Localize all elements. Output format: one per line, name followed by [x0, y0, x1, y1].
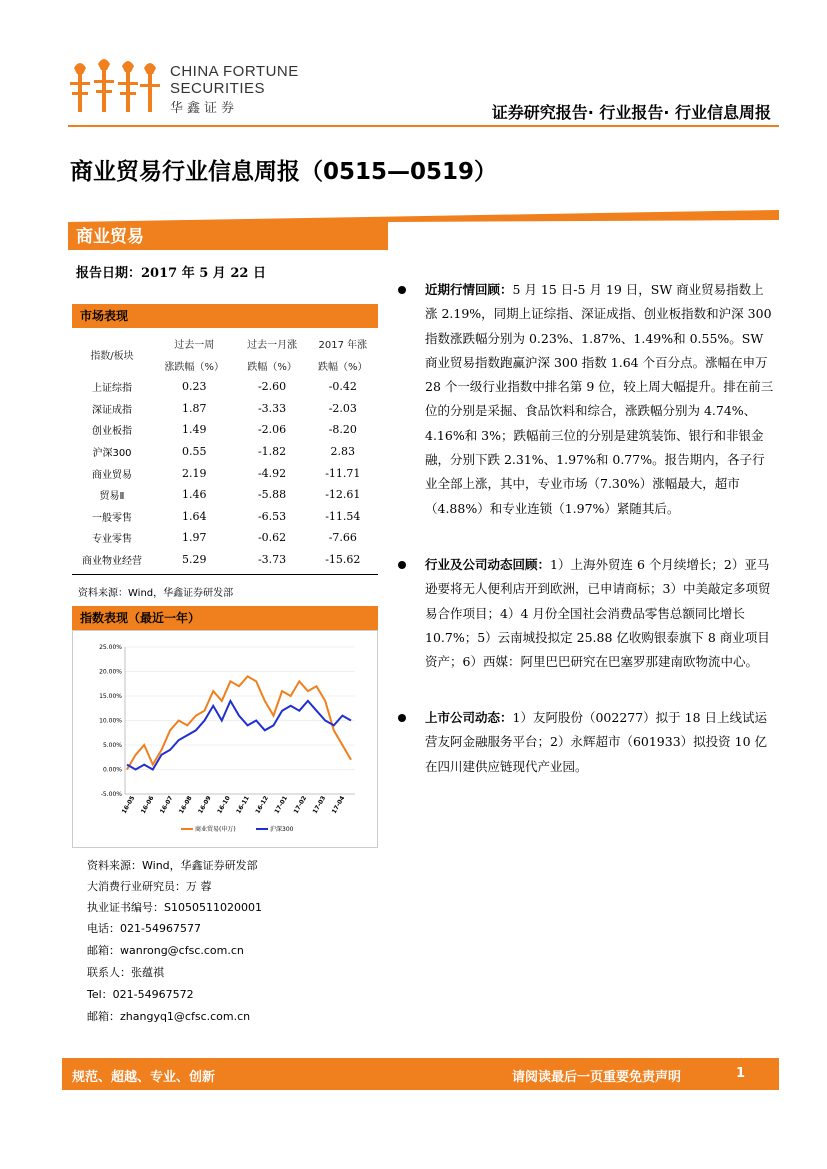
- paragraph-label: 上市公司动态：: [425, 710, 513, 725]
- y-tick-label: 10.00%: [99, 717, 122, 725]
- y-tick-label: -5.00%: [100, 791, 122, 798]
- index-chart-frame: [72, 630, 378, 848]
- table-cell: -11.71: [325, 466, 361, 480]
- paragraph-text: 5 月 15 日-5 月 19 日，SW 商业贸易指数上涨 2.19%，同期上证综指、深证成指、创业板指数和沪深 300 指数涨跌幅分别为 0.23%、1.87%、1.49%和 0.55%。SW 商业贸易指数跑赢沪深 300 指数 1.64 个百分点。涨幅在申万 28 个一级行业指数中排名第 9 位，较上周大幅提升。排在前三位的分别是采掘、食品饮料和综合，涨跌幅分别为 4.74%、4.16%和 3%；跌幅前三位的分别是建筑装饰、银行和非银金融，分别下跌 2.31%、1.97%和 0.77%。报告期内，各子行业全部上涨，其中，专业市场（7.30%）涨幅最大，超市（4.88%）和专业连锁（1.97%）紧随其后。: [425, 282, 774, 516]
- table-cell: -15.62: [325, 553, 361, 567]
- column-header: 过去一月涨: [247, 339, 298, 351]
- x-tick-label: 16-06: [139, 794, 156, 815]
- table-cell: -6.53: [257, 509, 287, 523]
- market-heading: 市场表现: [72, 304, 378, 328]
- document-title: 商业贸易行业信息周报（0515—0519）: [70, 159, 498, 185]
- row-label: 上证综指: [92, 383, 132, 395]
- table-row: [72, 441, 378, 463]
- y-tick-label: 25.00%: [99, 644, 122, 651]
- table-row: [72, 527, 378, 549]
- table-cell: 5.29: [182, 553, 207, 567]
- column-header: 跌幅（%）: [318, 361, 368, 373]
- brand-name-en-line1: CHINA FORTUNE: [170, 63, 299, 80]
- market-table-body: [72, 376, 378, 570]
- table-cell: 0.55: [182, 445, 207, 459]
- y-tick-label: 20.00%: [99, 668, 122, 676]
- x-tick-label: 16-08: [177, 794, 194, 815]
- row-label: 商业贸易: [92, 469, 132, 481]
- paragraph-label: 行业及公司动态回顾：: [425, 557, 551, 572]
- table-cell: -11.54: [325, 509, 361, 523]
- brand-name-cn: 华鑫证券: [170, 101, 239, 116]
- column-header: 指数/板块: [90, 350, 134, 362]
- paragraph-text: 1）上海外贸连 6 个月续增长；2）亚马逊要将无人便利店开到欧洲，已申请商标；3）中美敲定多项贸易合作项目；4）4 月份全国社会消费品零售总额同比增长 10.7%；5）云南城投拟定 25.88 亿收购银泰旗下 8 商业项目资产；6）西媒：阿里巴巴研究在巴塞罗那建南欧物流中心。: [425, 557, 771, 670]
- table-cell: -2.06: [257, 423, 287, 437]
- table-row: [72, 462, 378, 484]
- index-chart: [73, 631, 377, 847]
- bullet-icon: [398, 561, 406, 569]
- contact-person: 联系人：张蕴祺: [87, 966, 164, 979]
- table-row: [72, 549, 378, 571]
- series-line-hs300: [127, 701, 351, 770]
- table-cell: 2.19: [182, 466, 207, 480]
- row-label: 一般零售: [92, 512, 132, 524]
- analyst-email: 邮箱：wanrong@cfsc.com.cn: [87, 944, 244, 957]
- page-number: 1: [736, 1066, 746, 1081]
- x-tick-label: 17-03: [311, 794, 328, 815]
- table-bottom-rule: [72, 574, 378, 575]
- x-tick-label: 17-04: [330, 794, 347, 815]
- table-cell: 1.49: [182, 423, 207, 437]
- table-cell: -5.88: [257, 488, 287, 502]
- table-cell: -3.73: [257, 553, 287, 567]
- table-cell: -4.92: [257, 466, 287, 480]
- column-header: 涨跌幅（%）: [164, 361, 225, 373]
- brand-name-en-line2: SECURITIES: [170, 80, 266, 97]
- table-row: [72, 506, 378, 528]
- table-cell: 1.87: [182, 401, 207, 415]
- table-row: [72, 419, 378, 441]
- x-tick-label: 17-02: [292, 794, 309, 815]
- company-logo: [68, 58, 168, 118]
- license-number: 执业证书编号：S1050511020001: [87, 901, 262, 914]
- x-tick-label: 16-09: [197, 794, 213, 815]
- table-cell: -8.20: [328, 423, 357, 437]
- header-divider: [68, 125, 779, 127]
- y-tick-label: 5.00%: [102, 742, 122, 749]
- market-table: [72, 332, 378, 570]
- chart-source: 资料来源：Wind，华鑫证券研发部: [87, 859, 258, 872]
- table-cell: -3.33: [257, 401, 287, 415]
- company-news-paragraph: [425, 706, 775, 779]
- report-date: 报告日期：2017 年 5 月 22 日: [76, 266, 266, 281]
- analyst-phone: 电话：021-54967577: [87, 922, 201, 935]
- column-header: 2017 年涨: [318, 339, 368, 351]
- table-cell: 1.64: [182, 509, 207, 523]
- table-cell: 1.46: [182, 488, 207, 502]
- table-source: 资料来源：Wind，华鑫证券研发部: [78, 588, 234, 599]
- table-cell: -1.82: [257, 445, 287, 459]
- industry-news-paragraph: [425, 553, 775, 674]
- row-label: 专业零售: [92, 534, 132, 546]
- table-cell: -0.42: [328, 380, 357, 394]
- x-tick-label: 16-10: [216, 794, 232, 815]
- x-tick-label: 16-12: [254, 794, 270, 815]
- row-label: 贸易Ⅱ: [99, 491, 125, 503]
- table-row: [72, 398, 378, 420]
- table-cell: -0.62: [257, 531, 287, 545]
- column-header: 过去一周: [174, 339, 215, 351]
- y-tick-label: 15.00%: [99, 693, 122, 700]
- footer-disclaimer[interactable]: 请阅读最后一页重要免责声明: [512, 1070, 682, 1085]
- table-cell: -2.03: [328, 401, 357, 415]
- x-tick-label: 16-05: [120, 794, 137, 815]
- table-cell: 2.83: [330, 445, 356, 459]
- paragraph-label: 近期行情回顾：: [425, 282, 513, 297]
- row-label: 创业板指: [92, 426, 132, 438]
- bullet-icon: [398, 286, 406, 294]
- report-type: 证券研究报告· 行业报告· 行业信息周报: [491, 103, 771, 122]
- x-tick-label: 16-07: [158, 794, 175, 815]
- market-review-paragraph: [425, 278, 775, 521]
- table-cell: 0.23: [182, 380, 207, 394]
- x-tick-label: 16-11: [235, 794, 251, 815]
- table-cell: -12.61: [325, 488, 361, 502]
- contact-phone: Tel：021-54967572: [87, 988, 194, 1001]
- contact-email: 邮箱：zhangyq1@cfsc.com.cn: [87, 1010, 251, 1023]
- row-label: 深证成指: [92, 404, 132, 416]
- column-header: 跌幅（%）: [247, 361, 297, 373]
- y-tick-label: 0.00%: [102, 766, 122, 774]
- legend-label: 商业贸易(申万): [195, 826, 236, 833]
- section-title: 商业贸易: [76, 227, 144, 247]
- row-label: 沪深300: [92, 448, 132, 460]
- footer-slogan: 规范、超越、专业、创新: [72, 1070, 216, 1085]
- index-heading: 指数表现（最近一年）: [72, 606, 378, 630]
- table-cell: -7.66: [328, 531, 357, 545]
- table-row: [72, 484, 378, 506]
- table-row: [72, 376, 378, 398]
- bullet-icon: [398, 714, 406, 722]
- paragraph-text: 1）友阿股份（002277）拟于 18 日上线试运营友阿金融服务平台；2）永辉超市（601933）拟投资 10 亿在四川建供应链现代产业园。: [425, 710, 768, 774]
- x-tick-label: 17-01: [273, 794, 290, 815]
- table-cell: -2.60: [257, 380, 287, 394]
- section-banner: [68, 210, 779, 250]
- legend-label: 沪深300: [270, 826, 294, 833]
- row-label: 商业物业经营: [82, 556, 142, 568]
- table-cell: 1.97: [182, 531, 207, 545]
- analyst-name: 大消费行业研究员：万 蓉: [87, 880, 212, 893]
